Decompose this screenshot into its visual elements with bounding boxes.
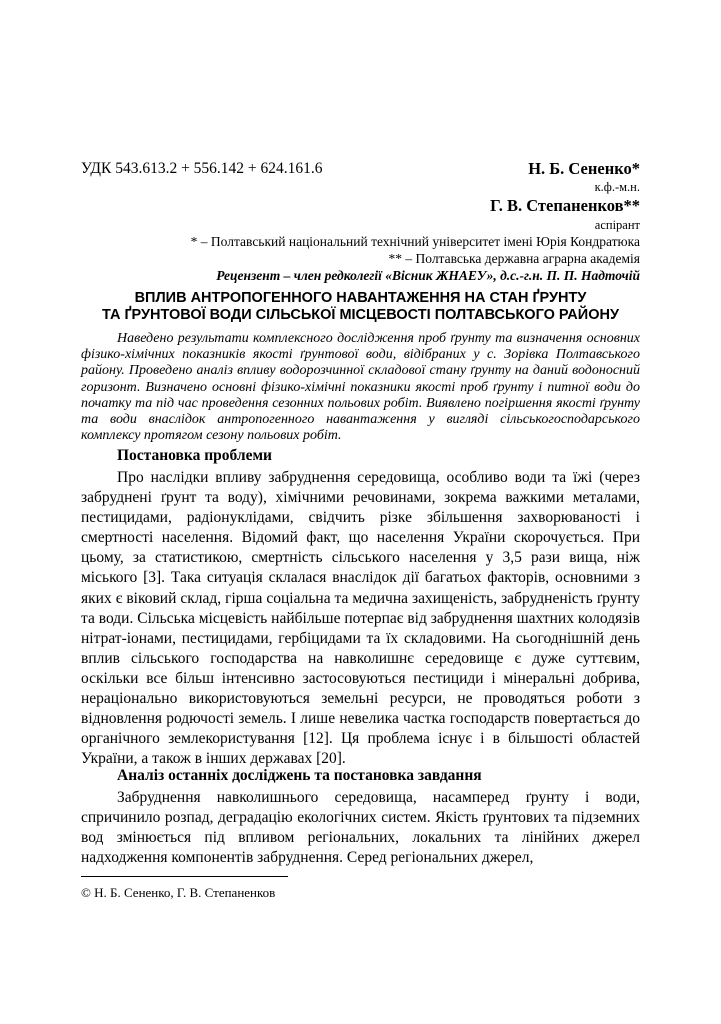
author-2-degree: аспірант bbox=[594, 218, 640, 232]
affiliation-2: ** – Полтавська державна аграрна академія bbox=[388, 251, 640, 266]
reviewer-line: Рецензент – член редколегії «Вісник ЖНАЕУ», д.с.-г.н. П. П. Надточій bbox=[216, 268, 640, 283]
abstract: Наведено результати комплексного дослідження проб ґрунту та визначення основних фізико-хімічних показників якості ґрунтової води, відібраних у с. Зорівка Полтавського району. Проведено аналіз впливу водорозчинної складової стану ґрунту на даний водоносний горизонт. Визначено основні фізико-хімічні показники якості проб ґрунту і питної води до початку та під час проведення сезонних польових робіт. Виявлено погіршення якості ґрунту та води внаслідок антропогенного навантаження у вигляді сільськогосподарського комплексу протягом сезону польових робіт. bbox=[81, 331, 640, 444]
udk-code: УДК 543.613.2 + 556.142 + 624.161.6 bbox=[81, 160, 323, 177]
author-1-degree: к.ф.-м.н. bbox=[594, 180, 640, 194]
section-text-analysis: Забруднення навколишнього середовища, насамперед ґрунту і води, спричинило розпад, деградацію екологічних систем. Якість ґрунтових та підземних вод змінюється під впливом регіональних, локальних та лінійних джерел надходження компонентів забруднення. Серед регіональних джерел, bbox=[81, 789, 640, 867]
title-line-1: ВПЛИВ АНТРОПОГЕННОГО НАВАНТАЖЕННЯ НА СТАН ҐРУНТУ bbox=[134, 290, 587, 306]
section-heading-problem: Постановка проблеми bbox=[117, 447, 272, 464]
section-text-problem: Про наслідки впливу забруднення середовища, особливо води та їжі (через забруднені ґрунт та воду), хімічними речовинами, зокрема важкими металами, пестицидами, радіонуклідами, свідчить різке збільшення захворюваності і смертності населення. Відомий факт, що населення України скорочується. При цьому, за статистикою, смертність сільського населення у 3,5 рази вища, ніж міського [3]. Така ситуація склалася внаслідок дії багатьох факторів, основними з яких є віковий склад, гірша соціальна та медична захищеність, забрудненість ґрунту та води. Сільська місцевість найбільше потерпає від забруднення шахтних колодязів нітрат-іонами, пестицидами, гербіцидами та їх складовими. На сьогоднішній день вплив сільського господарства на навколишнє середовище є дуже суттєвим, оскільки все більш інтенсивно застосовуються пестициди і мінеральні добрива, нераціонально використовуються земельні ресурси, не проводяться роботи з відновлення родючості земель. І лише невелика частка господарств повертається до органічного землекористування [12]. Ця проблема існує і в більшості областей України, а також в інших державах [20]. bbox=[81, 469, 640, 768]
copyright-footnote: © Н. Б. Сененко, Г. В. Степаненков bbox=[81, 885, 276, 900]
section-heading-analysis: Аналіз останніх досліджень та постановка завдання bbox=[117, 767, 482, 784]
title-line-2: ТА ҐРУНТОВОЇ ВОДИ СІЛЬСЬКОЇ МІСЦЕВОСТІ ПОЛТАВСЬКОГО РАЙОНУ bbox=[102, 307, 619, 323]
footnote-divider bbox=[81, 876, 288, 877]
affiliation-1: * – Полтавський національний технічний університет імені Юрія Кондратюка bbox=[190, 234, 640, 249]
article-title bbox=[81, 290, 640, 324]
author-2-name: Г. В. Степаненков** bbox=[490, 196, 640, 215]
author-1-name: Н. Б. Сененко* bbox=[528, 159, 640, 178]
